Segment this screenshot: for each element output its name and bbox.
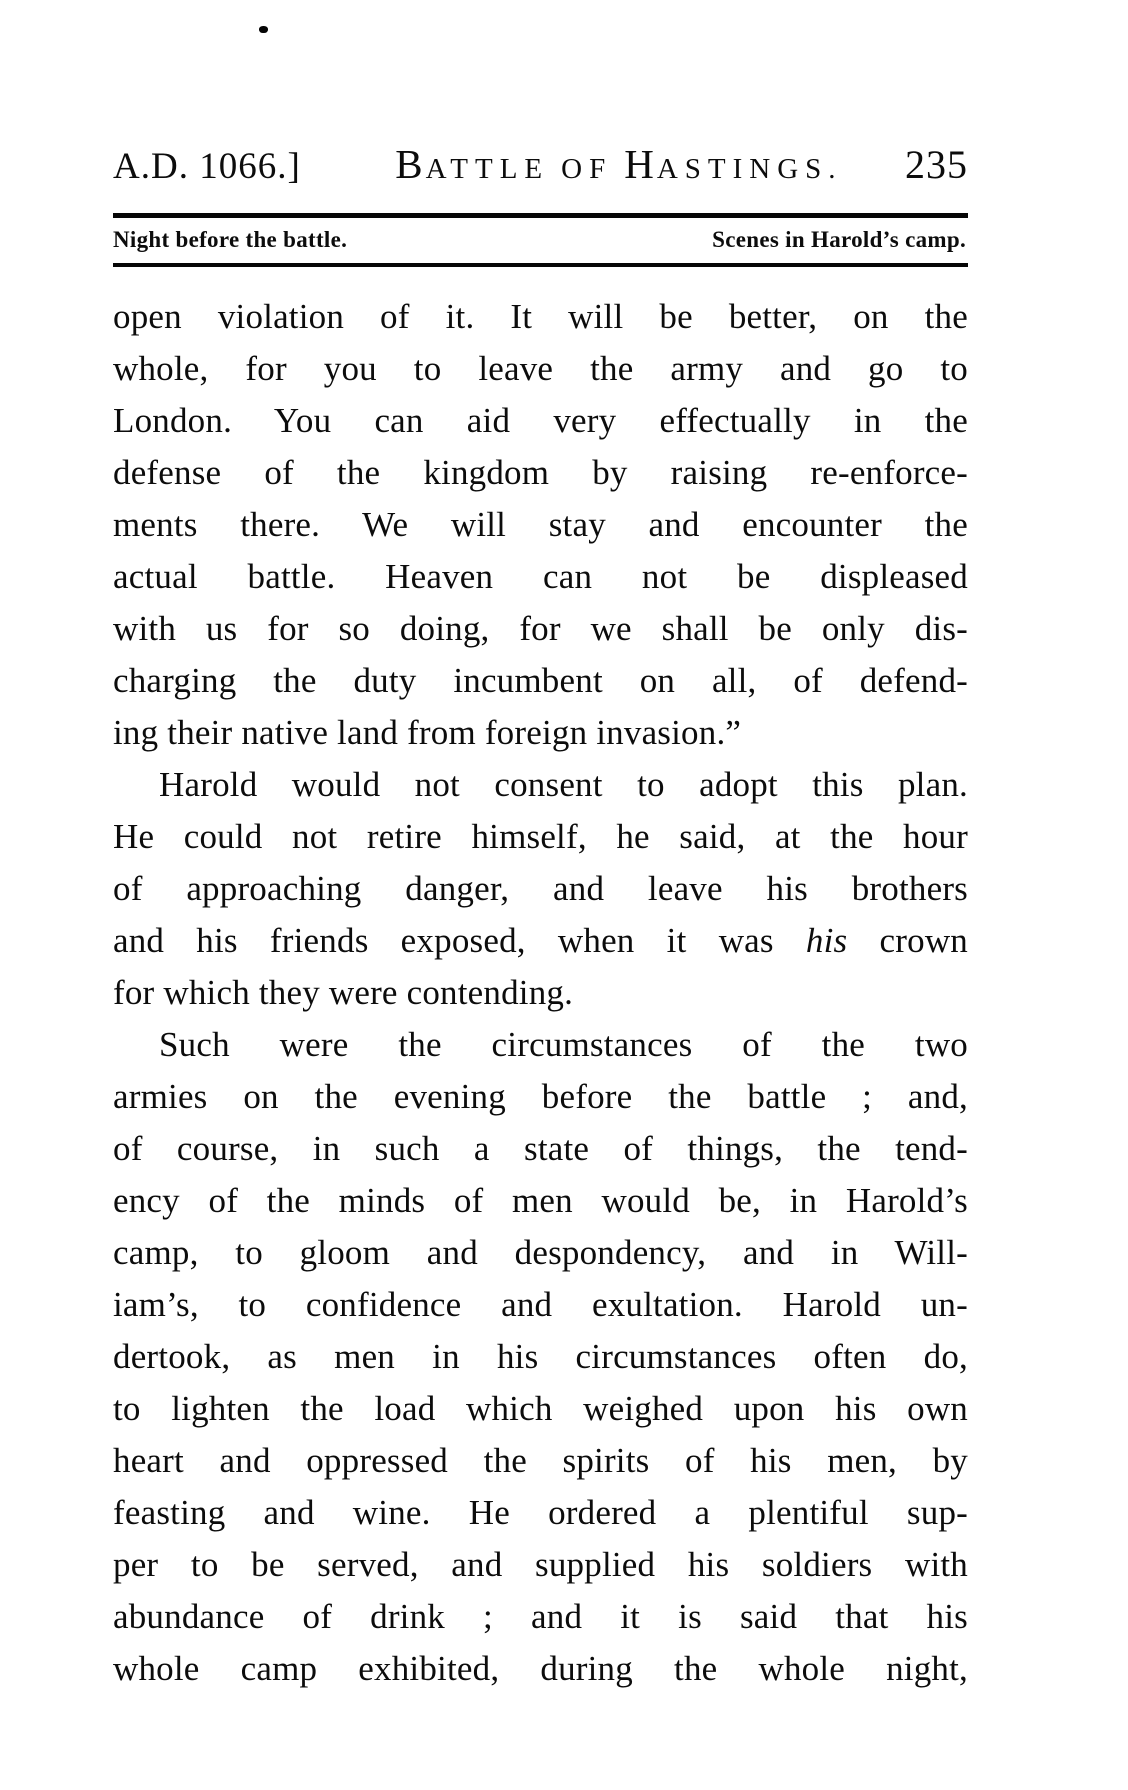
body-line-text: charging the duty incumbent on all, of defend-: [113, 661, 968, 700]
body-line-text: defense of the kingdom by raising re-enforce-: [113, 453, 968, 492]
body-line-text: iam’s, to confidence and exultation. Harold un-: [113, 1285, 968, 1324]
body-line-text: whole camp exhibited, during the whole night,: [113, 1649, 968, 1688]
body-line: [113, 655, 968, 707]
body-line-text: heart and oppressed the spirits of his men, by: [113, 1441, 968, 1480]
header-rule-bottom: [113, 263, 968, 267]
body-line: [113, 1643, 968, 1695]
body-line: [113, 863, 968, 915]
body-line-text: for which they were contending.: [113, 973, 574, 1012]
body-line: [113, 291, 968, 343]
title-small-caps: ATTLE: [425, 153, 550, 185]
body-line-text: ing their native land from foreign invasion.”: [113, 713, 742, 752]
title-initial-cap: B: [395, 141, 426, 187]
era-label: A.D. 1066.]: [113, 146, 301, 187]
body-line: [113, 603, 968, 655]
body-line-text: and his friends exposed, when it was: [113, 921, 806, 960]
body-line-text: open violation of it. It will be better, on the: [113, 297, 968, 336]
body-line: [113, 447, 968, 499]
body-line: [113, 1591, 968, 1643]
body-line-text: armies on the evening before the battle ; and,: [113, 1077, 968, 1116]
page-header: [113, 140, 968, 198]
body-line-text: camp, to gloom and despondency, and in Will-: [113, 1233, 968, 1272]
body-line: [113, 1071, 968, 1123]
body-line: [113, 1019, 968, 1071]
body-line-text: actual battle. Heaven can not be displeased: [113, 557, 968, 596]
body-line-text: He could not retire himself, he said, at the hour: [113, 817, 968, 856]
body-line-text: with us for so doing, for we shall be only dis-: [113, 609, 968, 648]
body-line: [113, 551, 968, 603]
running-head-row: [113, 218, 968, 263]
body-line-text: crown: [847, 921, 968, 960]
body-line: [113, 1175, 968, 1227]
body-line: [113, 811, 968, 863]
page-number: 235: [905, 142, 968, 187]
body-line: [113, 395, 968, 447]
title-initial-cap: H: [624, 141, 657, 187]
title-small-caps: OF: [561, 153, 613, 185]
page-title: [395, 140, 842, 188]
body-line-text: dertook, as men in his circumstances often do,: [113, 1337, 968, 1376]
body-line-text: of approaching danger, and leave his brothers: [113, 869, 968, 908]
body-line: [113, 1227, 968, 1279]
body-line-text: Harold would not consent to adopt this plan.: [159, 765, 968, 804]
body-line-text: ments there. We will stay and encounter the: [113, 505, 968, 544]
body-line-text: whole, for you to leave the army and go to: [113, 349, 968, 388]
body-line: [113, 1487, 968, 1539]
body-line: [113, 499, 968, 551]
body-line-text: abundance of drink ; and it is said that his: [113, 1597, 968, 1636]
body-line: [113, 915, 968, 967]
body-line-text: ency of the minds of men would be, in Harold’s: [113, 1181, 968, 1220]
body-line-text: Such were the circumstances of the two: [159, 1025, 968, 1064]
body-line-text: feasting and wine. He ordered a plentiful sup-: [113, 1493, 968, 1532]
body-line: [113, 1539, 968, 1591]
body-line: [113, 1435, 968, 1487]
ink-speck-artifact: [259, 26, 268, 33]
body-line: [113, 707, 968, 759]
title-small-caps: ASTINGS.: [656, 153, 843, 185]
running-head-right: Scenes in Harold’s camp.: [712, 227, 966, 252]
body-line: [113, 343, 968, 395]
running-head-left: Night before the battle.: [113, 227, 348, 252]
body-line: [113, 1331, 968, 1383]
body-line: [113, 967, 968, 1019]
body-text: [113, 291, 968, 1695]
body-line-text: of course, in such a state of things, the tend-: [113, 1129, 968, 1168]
italic-word: his: [805, 921, 848, 960]
body-line-text: London. You can aid very effectually in the: [113, 401, 968, 440]
body-line: [113, 1279, 968, 1331]
body-line: [113, 1383, 968, 1435]
body-line-text: to lighten the load which weighed upon his own: [113, 1389, 968, 1428]
body-line: [113, 1123, 968, 1175]
body-line: [113, 759, 968, 811]
page-content: [113, 140, 968, 1695]
body-line-text: per to be served, and supplied his soldiers with: [113, 1545, 968, 1584]
